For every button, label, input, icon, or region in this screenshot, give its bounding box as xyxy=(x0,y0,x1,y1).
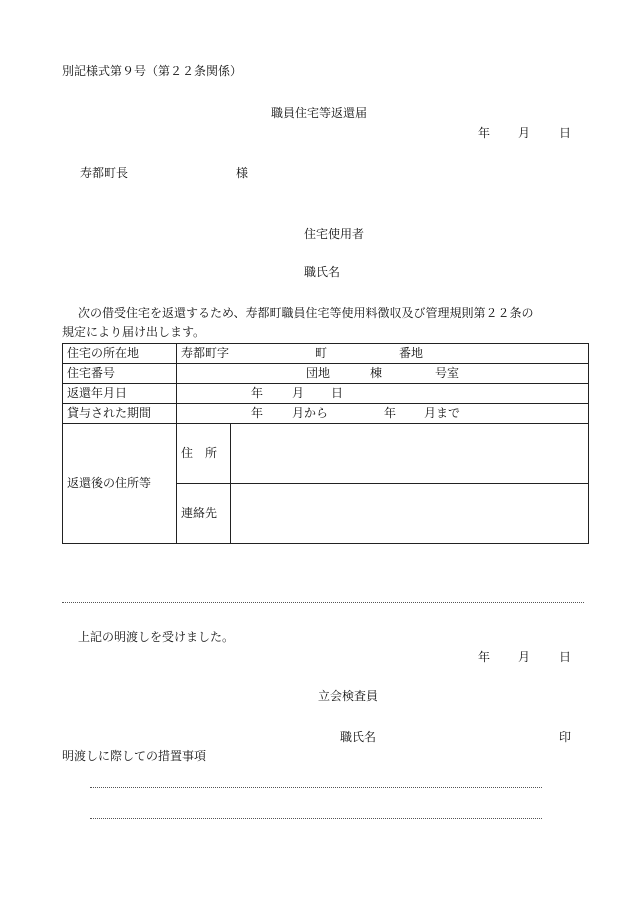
after-address-value[interactable] xyxy=(231,424,589,484)
seal-mark: 印 xyxy=(559,730,572,744)
number-complex: 団地 xyxy=(306,366,331,380)
receipt-day: 日 xyxy=(559,650,572,664)
inspector-label: 立会検査員 xyxy=(318,689,379,703)
applicant-name-label: 職氏名 xyxy=(304,265,341,279)
return-date-value xyxy=(177,384,589,404)
period-year1: 年 xyxy=(251,406,264,420)
number-label: 住宅番号 xyxy=(63,364,177,384)
date-year: 年 xyxy=(478,126,491,140)
number-building: 棟 xyxy=(370,366,383,380)
receipt-text: 上記の明渡しを受けました。 xyxy=(78,630,235,644)
measures-line-1[interactable] xyxy=(90,787,542,788)
return-month: 月 xyxy=(292,386,305,400)
number-value xyxy=(177,364,589,384)
addressee-name: 寿都町長 xyxy=(80,166,129,180)
table-row-period xyxy=(63,404,589,424)
location-label: 住宅の所在地 xyxy=(63,344,177,364)
addressee-honorific: 様 xyxy=(236,166,249,180)
inspector-name-label: 職氏名 xyxy=(340,730,377,744)
after-contact-label: 連絡先 xyxy=(177,484,231,544)
return-year: 年 xyxy=(251,386,264,400)
return-date-label: 返還年月日 xyxy=(63,384,177,404)
period-month1: 月から xyxy=(292,406,329,420)
after-address-label: 住 所 xyxy=(177,424,231,484)
location-value xyxy=(177,344,589,364)
date-day: 日 xyxy=(559,126,572,140)
table-row-location xyxy=(63,344,589,364)
period-month2: 月まで xyxy=(424,406,461,420)
table-row-number xyxy=(63,364,589,384)
location-town: 町 xyxy=(315,346,328,360)
location-prefix: 寿都町字 xyxy=(181,346,230,360)
measures-line-2[interactable] xyxy=(90,818,542,819)
receipt-month: 月 xyxy=(518,650,531,664)
return-day: 日 xyxy=(331,386,344,400)
separator-line xyxy=(62,602,584,603)
period-year2: 年 xyxy=(384,406,397,420)
location-lot: 番地 xyxy=(399,346,424,360)
return-form-table xyxy=(62,343,589,544)
document-title: 職員住宅等返還届 xyxy=(271,106,368,120)
form-number: 別記様式第９号（第２２条関係） xyxy=(62,64,243,78)
body-text-line2: 規定により届け出します。 xyxy=(62,325,206,339)
after-contact-value[interactable] xyxy=(231,484,589,544)
table-row-after-address xyxy=(63,424,589,484)
table-row-return-date xyxy=(63,384,589,404)
period-value xyxy=(177,404,589,424)
body-text-line1: 次の借受住宅を返還するため、寿都町職員住宅等使用料徴収及び管理規則第２２条の xyxy=(78,306,534,320)
number-room: 号室 xyxy=(435,366,460,380)
date-month: 月 xyxy=(518,126,531,140)
after-label: 返還後の住所等 xyxy=(63,424,177,544)
receipt-year: 年 xyxy=(478,650,491,664)
period-label: 貸与された期間 xyxy=(63,404,177,424)
applicant-role: 住宅使用者 xyxy=(304,227,365,241)
measures-label: 明渡しに際しての措置事項 xyxy=(62,749,207,763)
